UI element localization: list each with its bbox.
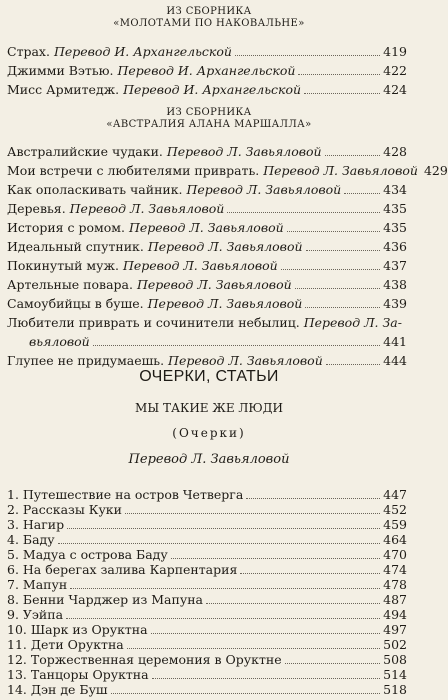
chapter-title: ОЧЕРКИ, СТАТЬИ xyxy=(139,368,279,385)
toc-entry[interactable]: Любители приврать и сочинители небылиц. Перевод Л. За- вьяловой 441 xyxy=(7,315,407,349)
toc-entry[interactable]: История с ромом. Перевод Л. Завьяловой 435 xyxy=(7,220,407,235)
page-number: 447 xyxy=(383,487,407,502)
page-number: 487 xyxy=(383,592,407,607)
toc-entry[interactable]: 4. Баду 464 xyxy=(7,532,407,547)
toc-entry[interactable]: Мисс Армитедж. Перевод И. Архангельской 424 xyxy=(7,82,407,97)
section2-line2: «АВСТРАЛИЯ АЛАНА МАРШАЛЛА» xyxy=(106,119,312,130)
page-number: 437 xyxy=(383,258,407,273)
page-number: 434 xyxy=(383,182,407,197)
page-number: 474 xyxy=(383,562,407,577)
toc-entry[interactable]: 8. Бенни Чарджер из Мапуна 487 xyxy=(7,592,407,607)
toc-entry[interactable]: Джимми Вэтью. Перевод И. Архангельской 422 xyxy=(7,63,407,78)
page-number: 464 xyxy=(383,532,407,547)
section2-line1: ИЗ СБОРНИКА xyxy=(166,107,252,118)
section2-list xyxy=(7,142,448,370)
section1-list xyxy=(7,42,407,99)
toc-entry[interactable]: Идеальный спутник. Перевод Л. Завьяловой 436 xyxy=(7,239,407,254)
page-number: 518 xyxy=(383,682,407,697)
page-number: 452 xyxy=(383,502,407,517)
page-number: 508 xyxy=(383,652,407,667)
toc-entry[interactable]: Страх. Перевод И. Архангельской 419 xyxy=(7,44,407,59)
toc-entry[interactable]: 11. Дети Оруктна 502 xyxy=(7,637,407,652)
toc-entry[interactable]: Глупее не придумаешь. Перевод Л. Завьяловой 444 xyxy=(7,353,407,368)
section1-header xyxy=(0,6,418,30)
toc-entry[interactable]: 13. Танцоры Оруктна 514 xyxy=(7,667,407,682)
part-translator: Перевод Л. Завьяловой xyxy=(128,452,290,467)
part-list xyxy=(7,485,407,695)
toc-entry[interactable]: Деревья. Перевод Л. Завьяловой 435 xyxy=(7,201,407,216)
toc-entry[interactable]: 1. Путешествие на остров Четверга 447 xyxy=(7,487,407,502)
page-number: 470 xyxy=(383,547,407,562)
page-number: 494 xyxy=(383,607,407,622)
page-number: 435 xyxy=(383,220,407,235)
page-number: 439 xyxy=(383,296,407,311)
part-subtitle: (Очерки) xyxy=(172,426,246,440)
toc-entry[interactable]: 9. Уэйпа 494 xyxy=(7,607,407,622)
toc-entry[interactable]: 2. Рассказы Куки 452 xyxy=(7,502,407,517)
section1-line2: «МОЛОТАМИ ПО НАКОВАЛЬНЕ» xyxy=(113,18,305,29)
page-number: 497 xyxy=(383,622,407,637)
toc-entry[interactable]: 14. Дэн де Буш 518 xyxy=(7,682,407,697)
page-number: 444 xyxy=(383,353,407,368)
page-number: 419 xyxy=(383,44,407,59)
toc-entry[interactable]: Австралийские чудаки. Перевод Л. Завьяловой 428 xyxy=(7,144,407,159)
page-number: 502 xyxy=(383,637,407,652)
toc-entry[interactable]: Как ополаскивать чайник. Перевод Л. Завьяловой 434 xyxy=(7,182,407,197)
page-number: 441 xyxy=(383,334,407,349)
page-number: 428 xyxy=(383,144,407,159)
section1-line1: ИЗ СБОРНИКА xyxy=(166,6,252,17)
page-number: 478 xyxy=(383,577,407,592)
toc-entry[interactable]: 12. Торжественная церемония в Оруктне 508 xyxy=(7,652,407,667)
toc-entry[interactable]: 6. На берегах залива Карпентария 474 xyxy=(7,562,407,577)
toc-entry[interactable]: 10. Шарк из Оруктна 497 xyxy=(7,622,407,637)
toc-entry[interactable]: Мои встречи с любителями приврать. Перевод Л. Завьяловой 429 xyxy=(7,163,448,178)
section2-header xyxy=(0,107,418,131)
page-number: 438 xyxy=(383,277,407,292)
page-number: 436 xyxy=(383,239,407,254)
toc-entry[interactable]: Артельные повара. Перевод Л. Завьяловой 438 xyxy=(7,277,407,292)
page-number: 459 xyxy=(383,517,407,532)
toc-entry[interactable]: 5. Мадуа с острова Баду 470 xyxy=(7,547,407,562)
toc-entry[interactable]: 3. Нагир 459 xyxy=(7,517,407,532)
part-title: МЫ ТАКИЕ ЖЕ ЛЮДИ xyxy=(135,401,283,415)
toc-entry[interactable]: Самоубийцы в буше. Перевод Л. Завьяловой 439 xyxy=(7,296,407,311)
toc-entry[interactable]: 7. Мапун 478 xyxy=(7,577,407,592)
page-number: 424 xyxy=(383,82,407,97)
page-number: 422 xyxy=(383,63,407,78)
page-number: 429 xyxy=(423,163,448,178)
page-number: 514 xyxy=(383,667,407,682)
page-number: 435 xyxy=(383,201,407,216)
toc-entry[interactable]: Покинутый муж. Перевод Л. Завьяловой 437 xyxy=(7,258,407,273)
